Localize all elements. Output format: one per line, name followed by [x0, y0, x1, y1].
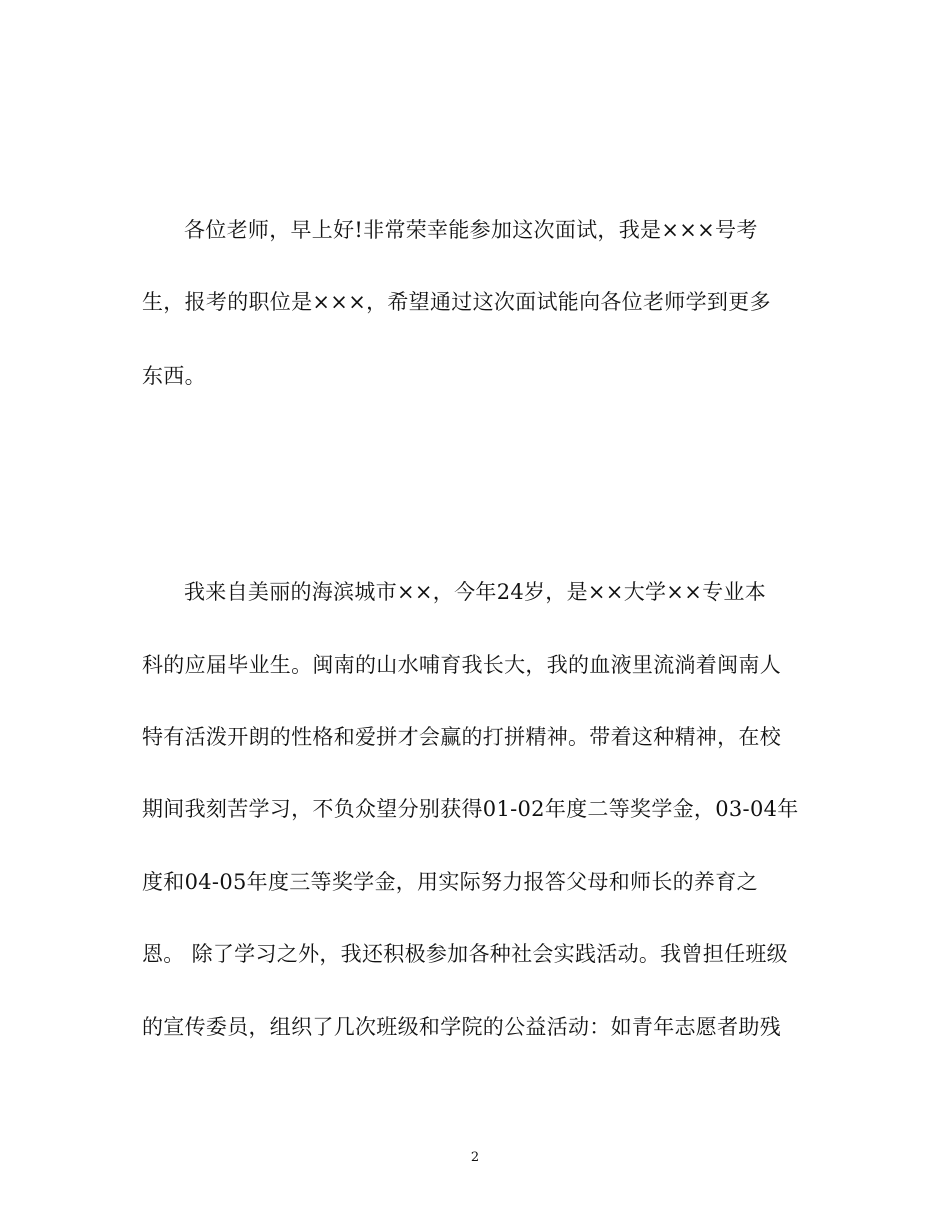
- paragraph-2-line-7: 的宣传委员，组织了几次班级和学院的公益活动：如青年志愿者助残: [142, 1015, 781, 1039]
- paragraph-2-line-2: 科的应届毕业生。闽南的山水哺育我长大，我的血液里流淌着闽南人: [142, 653, 781, 677]
- paragraph-1-line-2: 生，报考的职位是×××，希望通过这次面试能向各位老师学到更多: [142, 290, 771, 314]
- paragraph-2-line-6: 恩。 除了学习之外，我还积极参加各种社会实践活动。我曾担任班级: [142, 942, 788, 966]
- paragraph-1-line-1: 各位老师，早上好!非常荣幸能参加这次面试，我是×××号考: [184, 218, 758, 242]
- paragraph-1-line-3: 东西。: [142, 364, 206, 388]
- page-number: 2: [470, 1150, 480, 1165]
- paragraph-2-line-3: 特有活泼开朗的性格和爱拼才会赢的打拼精神。带着这种精神，在校: [142, 725, 781, 749]
- paragraph-2-line-5: 度和04-05年度三等奖学金，用实际努力报答父母和师长的养育之: [142, 870, 758, 894]
- paragraph-2-line-4: 期间我刻苦学习，不负众望分别获得01-02年度二等奖学金，03-04年: [142, 797, 799, 821]
- paragraph-2-line-1: 我来自美丽的海滨城市××，今年24岁，是××大学××专业本: [184, 580, 766, 604]
